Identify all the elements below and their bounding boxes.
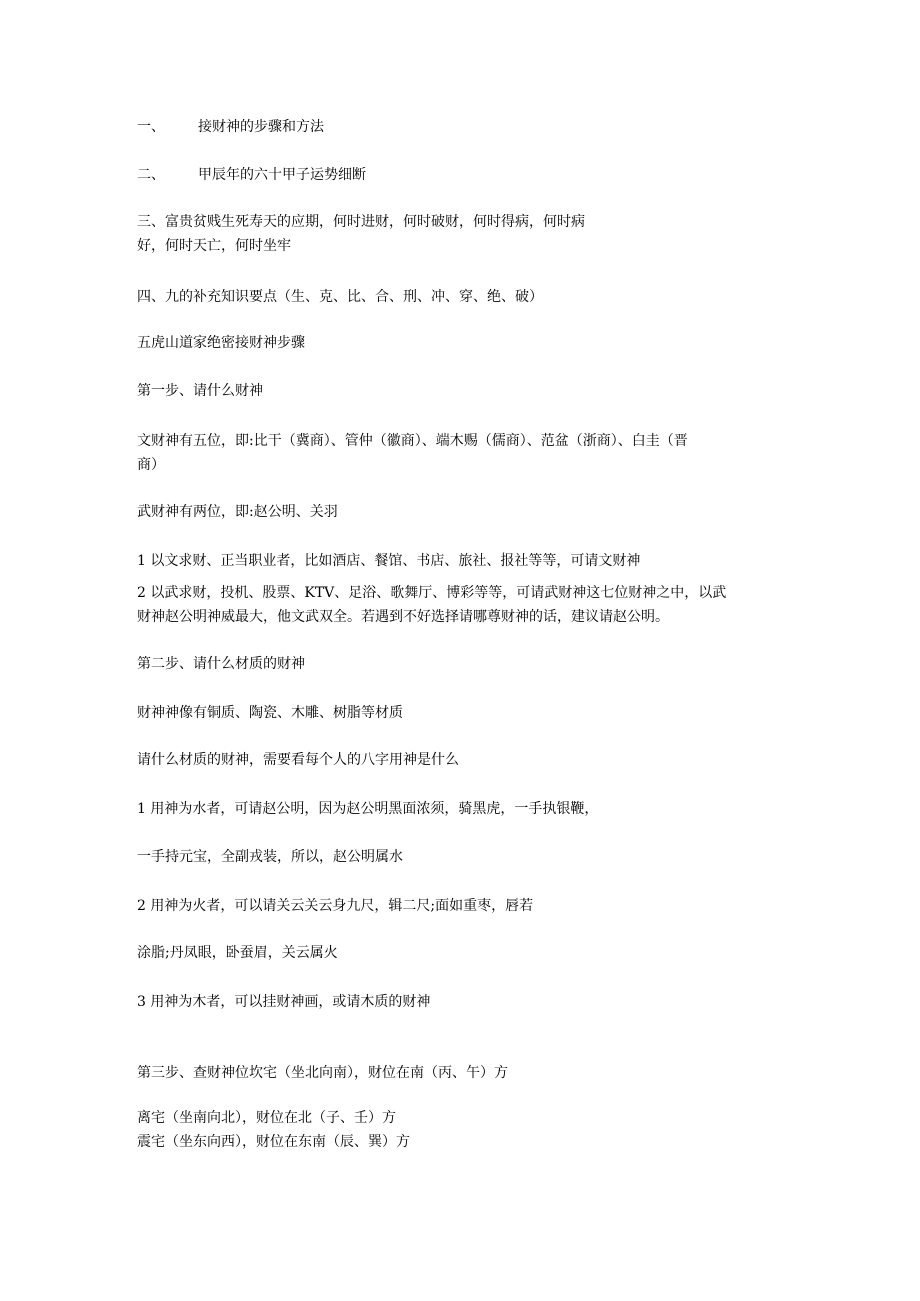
step-2-heading: 第二步、请什么材质的财神 (137, 656, 305, 672)
wood-rule: 3 用神为木者，可以挂财神画，或请木质的财神 (137, 994, 431, 1010)
civil-wealth-gods-line-1: 文财神有五位，即:比干（冀商）、管仲（徽商）、端木赐（儒商）、范盆（浙商）、白圭（晋 (137, 433, 688, 449)
fire-rule-line-2: 涂脂;丹凤眼，卧蚕眉，关云属火 (137, 945, 338, 961)
toc-item-3-line-1: 三、富贵贫贱生死寿天的应期，何时进财，何时破财，何时得病，何时病 (137, 214, 585, 230)
civil-wealth-gods-line-2: 商） (137, 457, 165, 473)
zhen-house-direction: 震宅（坐东向西），财位在东南（辰、巽）方 (137, 1134, 410, 1150)
step-3-heading: 第三步、查财神位坎宅（坐北向南），财位在南（丙、午）方 (137, 1065, 508, 1081)
water-rule-line-2: 一手持元宝，全副戎装，所以，赵公明属水 (137, 849, 403, 865)
water-rule-line-1: 1 用神为水者，可请赵公明，因为赵公明黑面浓须，骑黑虎，一手执银鞭， (137, 801, 599, 817)
rule-2-line-2: 财神赵公明神威最大，他文武双全。若遇到不好选择请哪尊财神的话，建议请赵公明。 (137, 609, 669, 625)
toc-item-2-text: 甲辰年的六十甲子运势细断 (198, 167, 366, 183)
materials-paragraph: 财神神像有铜质、陶瓷、木雕、树脂等材质 (137, 705, 403, 721)
toc-item-2-number: 二、 (137, 167, 165, 183)
toc-item-2 (137, 163, 797, 187)
rule-1: 1 以文求财、正当职业者，比如酒店、餐馆、书店、旅社、报社等等，可请文财神 (137, 553, 641, 569)
rule-2-line-1: 2 以武求财，投机、股票、KTV、足浴、歌舞厅、博彩等等，可请武财神这七位财神之中，以武 (137, 585, 727, 601)
section-title: 五虎山道家绝密接财神步骤 (137, 335, 305, 351)
toc-item-1-number: 一、 (137, 119, 165, 135)
toc-item-3-line-2: 好，何时天亡，何时坐牢 (137, 238, 291, 254)
martial-wealth-gods: 武财神有两位，即:赵公明、关羽 (137, 504, 338, 520)
toc-item-1-text: 接财神的步骤和方法 (198, 119, 324, 135)
toc-item-1 (137, 115, 797, 139)
li-house-direction: 离宅（坐南向北），财位在北（子、壬）方 (137, 1110, 396, 1126)
material-choice-paragraph: 请什么材质的财神，需要看每个人的八字用神是什么 (137, 752, 459, 768)
toc-item-4: 四、九的补充知识要点（生、克、比、合、刑、冲、穿、绝、破） (137, 289, 543, 305)
step-1-heading: 第一步、请什么财神 (137, 383, 263, 399)
fire-rule-line-1: 2 用神为火者，可以请关云关云身九尺，辑二尺;面如重枣，唇若 (137, 898, 534, 914)
